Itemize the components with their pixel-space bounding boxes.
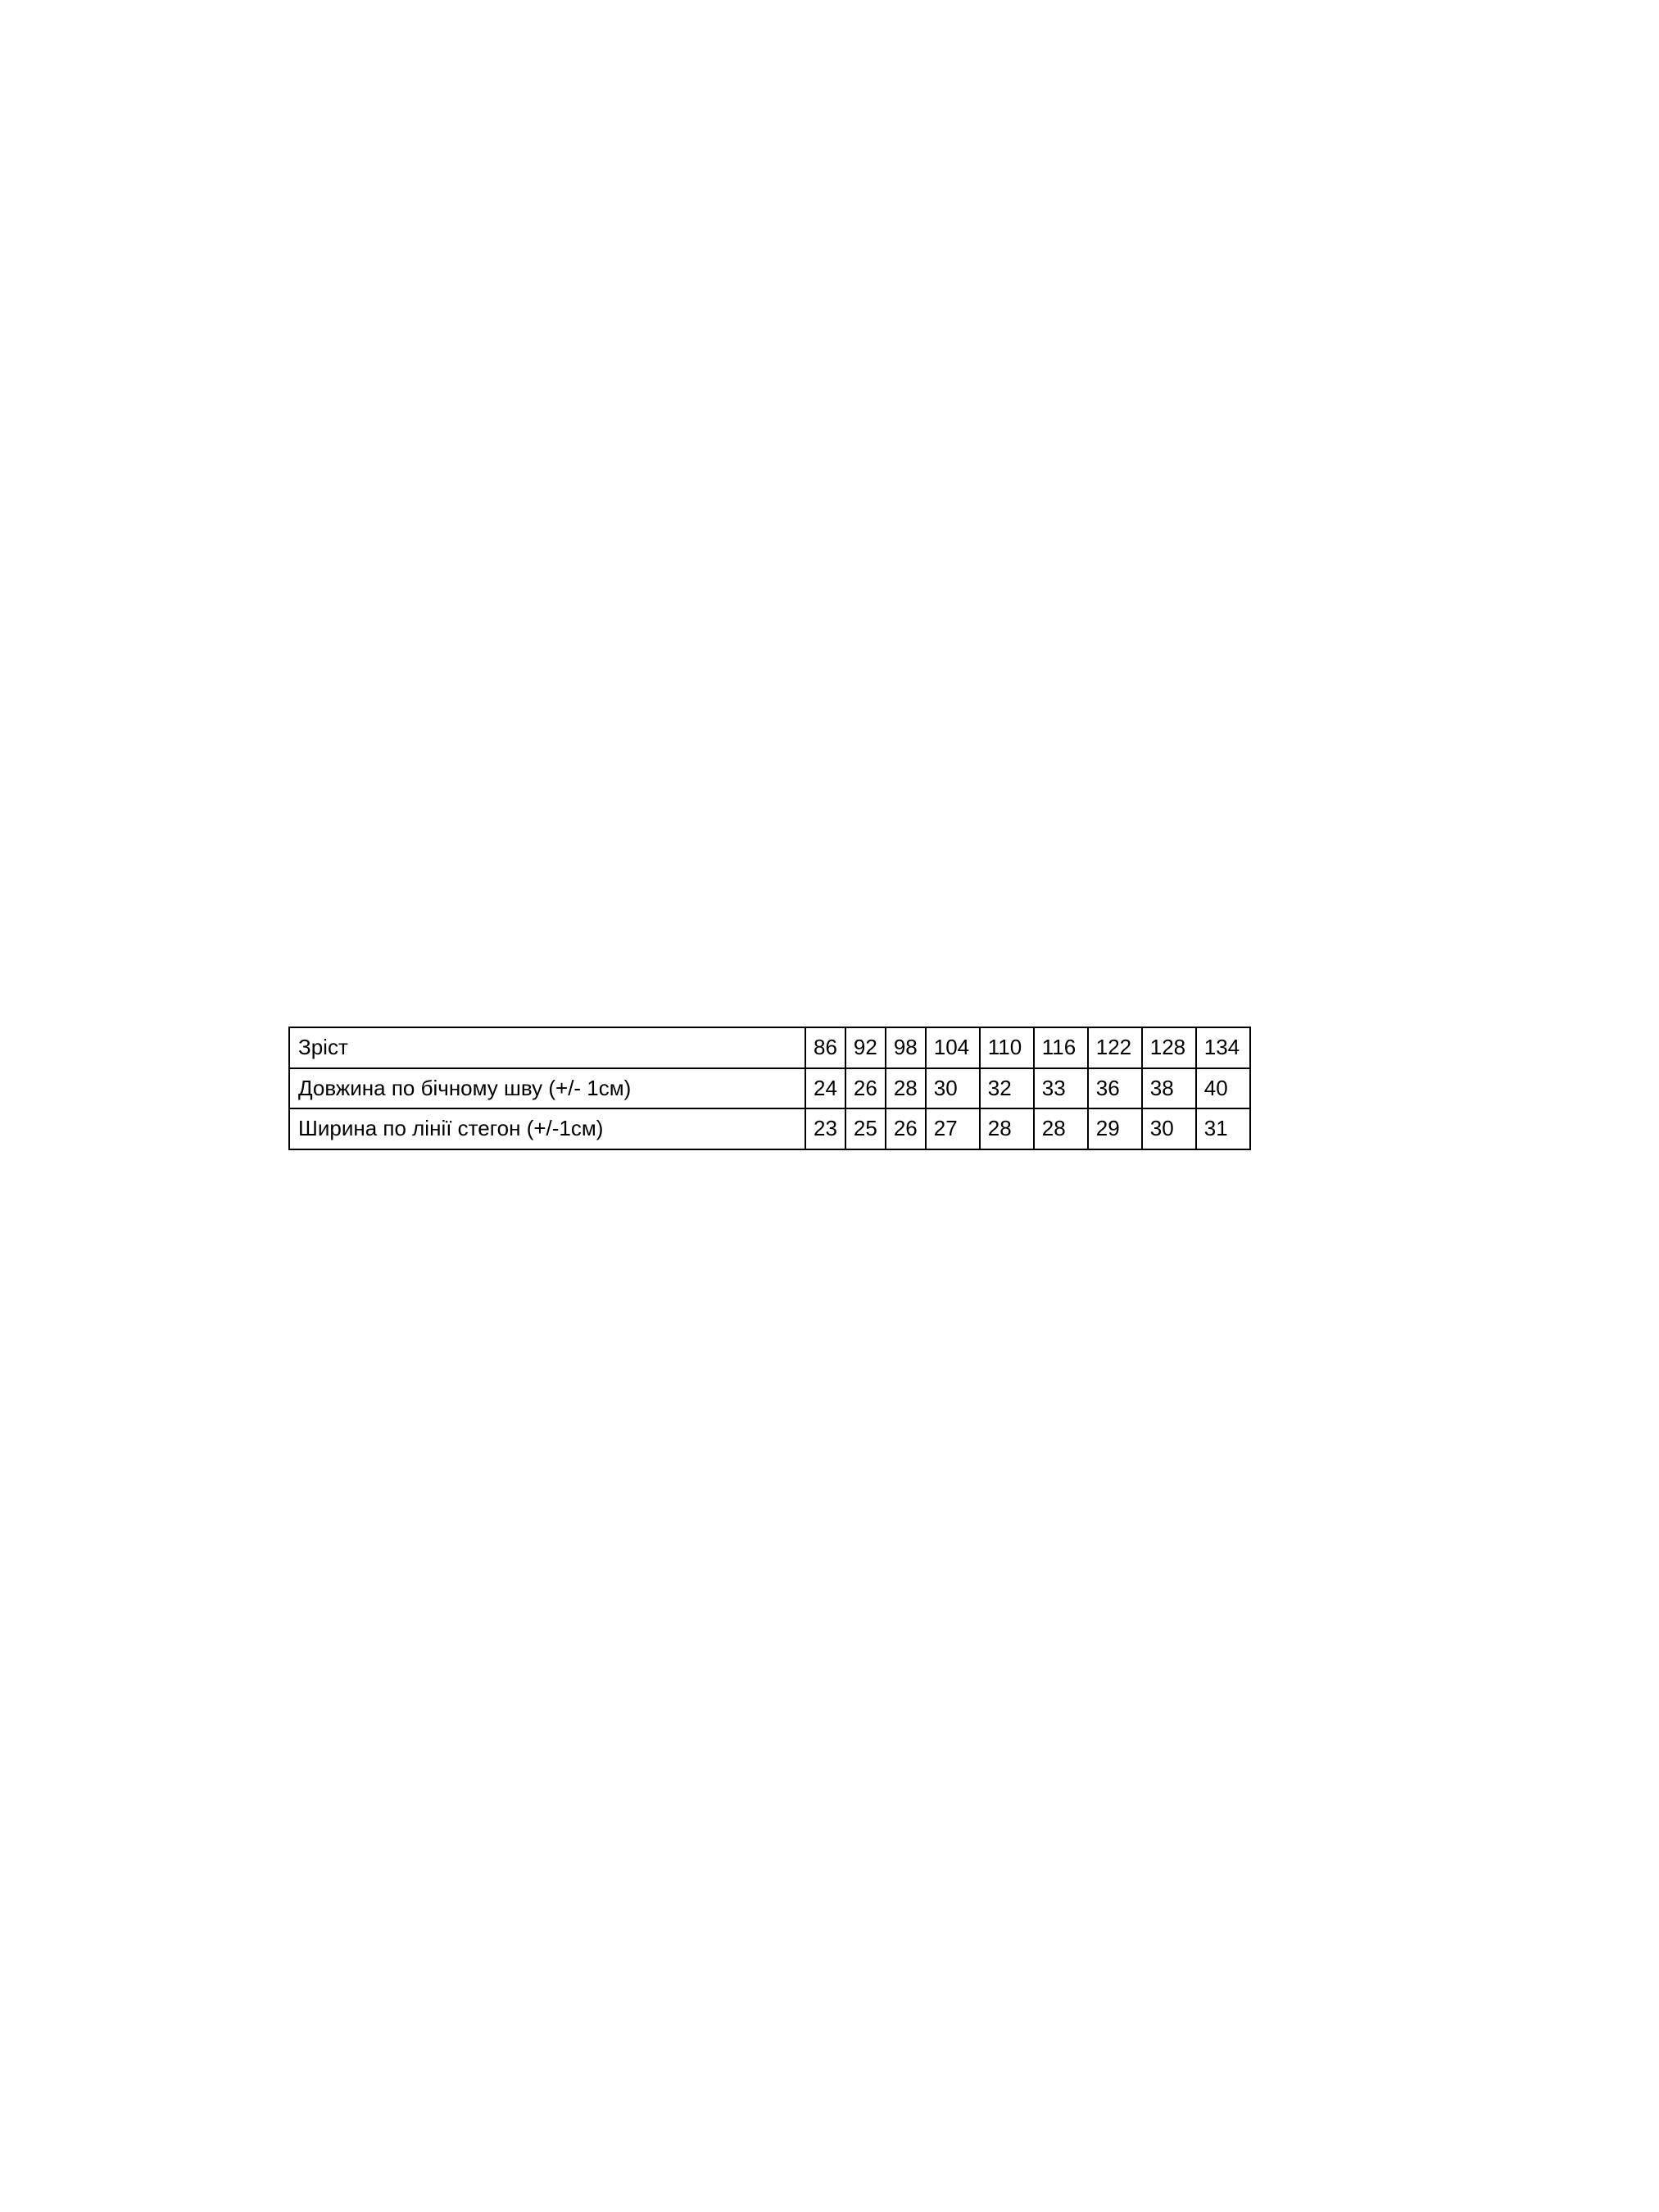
cell-height-98: 98 xyxy=(886,1028,927,1069)
cell-height-110: 110 xyxy=(981,1028,1035,1069)
row-label-hip-width: Ширина по лінії стегон (+/-1см) xyxy=(290,1109,806,1150)
cell-side-seam-98: 28 xyxy=(886,1069,927,1110)
cell-height-92: 92 xyxy=(846,1028,886,1069)
cell-hip-width-92: 25 xyxy=(846,1109,886,1150)
cell-side-seam-134: 40 xyxy=(1197,1069,1251,1110)
cell-hip-width-134: 31 xyxy=(1197,1109,1251,1150)
cell-hip-width-122: 29 xyxy=(1089,1109,1143,1150)
cell-hip-width-128: 30 xyxy=(1143,1109,1197,1150)
cell-side-seam-116: 33 xyxy=(1035,1069,1089,1110)
cell-hip-width-110: 28 xyxy=(981,1109,1035,1150)
cell-height-122: 122 xyxy=(1089,1028,1143,1069)
cell-height-86: 86 xyxy=(806,1028,846,1069)
size-chart-container xyxy=(288,1027,1251,1150)
cell-height-134: 134 xyxy=(1197,1028,1251,1069)
cell-height-104: 104 xyxy=(927,1028,981,1069)
table-row xyxy=(290,1069,1251,1110)
cell-hip-width-116: 28 xyxy=(1035,1109,1089,1150)
cell-height-116: 116 xyxy=(1035,1028,1089,1069)
row-label-height: Зріст xyxy=(290,1028,806,1069)
cell-hip-width-98: 26 xyxy=(886,1109,927,1150)
cell-height-128: 128 xyxy=(1143,1028,1197,1069)
table-row xyxy=(290,1109,1251,1150)
cell-side-seam-86: 24 xyxy=(806,1069,846,1110)
cell-side-seam-110: 32 xyxy=(981,1069,1035,1110)
cell-side-seam-92: 26 xyxy=(846,1069,886,1110)
table-row xyxy=(290,1028,1251,1069)
cell-hip-width-104: 27 xyxy=(927,1109,981,1150)
cell-side-seam-128: 38 xyxy=(1143,1069,1197,1110)
cell-hip-width-86: 23 xyxy=(806,1109,846,1150)
row-label-side-seam-length: Довжина по бічному шву (+/- 1см) xyxy=(290,1069,806,1110)
cell-side-seam-122: 36 xyxy=(1089,1069,1143,1110)
size-chart-table xyxy=(288,1027,1251,1150)
cell-side-seam-104: 30 xyxy=(927,1069,981,1110)
